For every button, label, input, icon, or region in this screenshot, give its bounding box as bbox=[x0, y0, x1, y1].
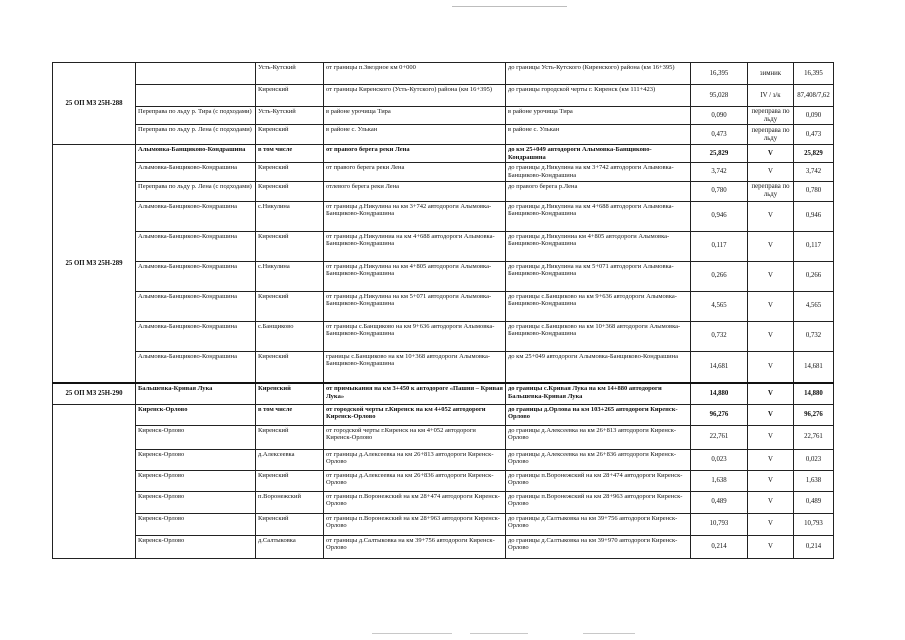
district-name: Киренский bbox=[256, 125, 324, 145]
district-name: с.Никулина bbox=[256, 261, 324, 291]
segment-from: от границы д.Алексеевка на км 26+813 автодороги Киренск-Орлово bbox=[324, 449, 506, 470]
road-category: V bbox=[748, 404, 794, 425]
segment-length: 3,742 bbox=[691, 163, 748, 181]
scan-artifact-line bbox=[470, 633, 528, 634]
total-length: 0,023 bbox=[794, 449, 834, 470]
road-name: Алымовка-Банщиково-Кондрашина bbox=[136, 163, 256, 181]
road-category: V bbox=[748, 491, 794, 513]
district-name: Киренский bbox=[256, 383, 324, 404]
road-name: Киренск-Орлово bbox=[136, 535, 256, 558]
table-row bbox=[53, 513, 834, 535]
district-name: д.Салтыковка bbox=[256, 535, 324, 558]
road-name bbox=[136, 63, 256, 85]
district-name: в том числе bbox=[256, 404, 324, 425]
road-category: V bbox=[748, 261, 794, 291]
total-length: 4,565 bbox=[794, 291, 834, 321]
table-row bbox=[53, 491, 834, 513]
table-row bbox=[53, 351, 834, 383]
segment-to: до границы д.Орлова на км 103+265 автодороги Киренск-Орлово bbox=[506, 404, 691, 425]
roads-table bbox=[52, 62, 834, 559]
district-name: Киренский bbox=[256, 470, 324, 491]
road-category: V bbox=[748, 513, 794, 535]
segment-to: до границы с.Банщиково на км 10+368 автодороги Алымовка-Банщиково-Кондрашина bbox=[506, 321, 691, 351]
segment-to: до границы д.Алексеевка на км 26+836 автодороги Киренск-Орлово bbox=[506, 449, 691, 470]
segment-to: до границы Усть-Кутского (Киренского) района (км 16+395) bbox=[506, 63, 691, 85]
road-category: V bbox=[748, 535, 794, 558]
road-category: IV / з/к bbox=[748, 85, 794, 107]
road-name: Алымовка-Банщиково-Кондрашина bbox=[136, 201, 256, 231]
total-length: 0,473 bbox=[794, 125, 834, 145]
district-name: с.Никулина bbox=[256, 201, 324, 231]
district-name: Киренский bbox=[256, 513, 324, 535]
segment-to: до границы п.Воронежский на км 28+474 автодороги Киренск-Орлово bbox=[506, 470, 691, 491]
segment-length: 0,780 bbox=[691, 181, 748, 201]
road-name: Киренск-Орлово bbox=[136, 470, 256, 491]
total-length: 0,117 bbox=[794, 231, 834, 261]
total-length: 14,880 bbox=[794, 383, 834, 404]
district-name: Киренский bbox=[256, 351, 324, 383]
total-length: 0,780 bbox=[794, 181, 834, 201]
segment-length: 0,214 bbox=[691, 535, 748, 558]
road-code: 25 ОП МЗ 25Н-288 bbox=[53, 63, 136, 145]
total-length: 87,408/7,62 bbox=[794, 85, 834, 107]
road-name bbox=[136, 85, 256, 107]
segment-to: до границы д.Салтыковка на км 39+970 автодороги Киренск-Орлово bbox=[506, 535, 691, 558]
road-category: V bbox=[748, 145, 794, 163]
segment-from: от границы д.Никулина на км 3+742 автодороги Алымовка-Банщиково-Кондрашина bbox=[324, 201, 506, 231]
segment-length: 0,266 bbox=[691, 261, 748, 291]
segment-length: 1,638 bbox=[691, 470, 748, 491]
empty-code-cell bbox=[53, 404, 136, 558]
road-name: Переправа по льду р. Лена (с подходами) bbox=[136, 181, 256, 201]
road-name: Переправа по льду р. Лена (с подходами) bbox=[136, 125, 256, 145]
road-name: Киренск-Орлово bbox=[136, 404, 256, 425]
road-name: Киренск-Орлово bbox=[136, 425, 256, 449]
scan-artifact-line bbox=[452, 6, 567, 7]
table-row bbox=[53, 383, 834, 404]
segment-to: в районе с. Улькан bbox=[506, 125, 691, 145]
scan-artifact-line bbox=[583, 633, 635, 634]
district-name: д.Алексеевка bbox=[256, 449, 324, 470]
district-name: Киренский bbox=[256, 291, 324, 321]
segment-from: от границы п.Воронежский на км 28+963 автодороги Киренск-Орлово bbox=[324, 513, 506, 535]
road-category: V bbox=[748, 231, 794, 261]
total-length: 0,946 bbox=[794, 201, 834, 231]
table-row bbox=[53, 231, 834, 261]
total-length: 0,266 bbox=[794, 261, 834, 291]
segment-to: до границы с.Банщиково на км 9+636 автодороги Алымовка-Банщиково-Кондрашина bbox=[506, 291, 691, 321]
segment-length: 4,565 bbox=[691, 291, 748, 321]
table-row bbox=[53, 404, 834, 425]
segment-to: до границы д.Алексеевка на км 26+813 автодороги Киренск-Орлово bbox=[506, 425, 691, 449]
table-row bbox=[53, 181, 834, 201]
segment-from: от правого берега реки Лена bbox=[324, 163, 506, 181]
segment-length: 0,732 bbox=[691, 321, 748, 351]
segment-length: 0,489 bbox=[691, 491, 748, 513]
segment-from: от границы Киренского (Усть-Кутского) района (км 16+395) bbox=[324, 85, 506, 107]
segment-length: 0,946 bbox=[691, 201, 748, 231]
segment-length: 0,090 bbox=[691, 107, 748, 125]
road-category: V bbox=[748, 201, 794, 231]
road-name: Алымовка-Банщиково-Кондрашина bbox=[136, 261, 256, 291]
road-category: V bbox=[748, 425, 794, 449]
total-length: 1,638 bbox=[794, 470, 834, 491]
table-row bbox=[53, 425, 834, 449]
table-row bbox=[53, 291, 834, 321]
segment-to: до границы д.Никулиниа км 4+805 автодороги Алымовка-Банщиково-Кондрашина bbox=[506, 231, 691, 261]
road-category: V bbox=[748, 449, 794, 470]
road-code: 25 ОП МЗ 25Н-290 bbox=[53, 383, 136, 404]
segment-from: от границы д.Алексеевка на км 26+836 автодороги Киренск-Орлово bbox=[324, 470, 506, 491]
segment-length: 14,880 bbox=[691, 383, 748, 404]
segment-to: до границы с.Кривая Лука на км 14+880 автодороги Бальшевка-Кривая Лука bbox=[506, 383, 691, 404]
table-row bbox=[53, 201, 834, 231]
table-row bbox=[53, 107, 834, 125]
segment-from: от границы д.Салтыковка на км 39+756 автодороги Киренск-Орлово bbox=[324, 535, 506, 558]
district-name: Киренский bbox=[256, 163, 324, 181]
total-length: 16,395 bbox=[794, 63, 834, 85]
total-length: 22,761 bbox=[794, 425, 834, 449]
road-name: Алымовка-Банщиково-Кондрашина bbox=[136, 291, 256, 321]
road-category: V bbox=[748, 291, 794, 321]
total-length: 3,742 bbox=[794, 163, 834, 181]
road-name: Алымовка-Банщиково-Кондрашина bbox=[136, 321, 256, 351]
district-name: Киренский bbox=[256, 231, 324, 261]
segment-length: 0,473 bbox=[691, 125, 748, 145]
segment-to: до км 25+049 автодороги Алымовка-Банщиково-Кондрашина bbox=[506, 145, 691, 163]
district-name: в том числе bbox=[256, 145, 324, 163]
total-length: 0,090 bbox=[794, 107, 834, 125]
road-name: Киренск-Орлово bbox=[136, 491, 256, 513]
total-length: 25,829 bbox=[794, 145, 834, 163]
segment-from: от правого берега реки Лена bbox=[324, 145, 506, 163]
segment-length: 22,761 bbox=[691, 425, 748, 449]
segment-from: от границы д.Никулиниа на км 4+688 автодороги Алымовка-Банщиково-Кондрашина bbox=[324, 231, 506, 261]
segment-from: в районе с. Улькан bbox=[324, 125, 506, 145]
segment-to: до правого берега р.Лена bbox=[506, 181, 691, 201]
district-name: Усть-Кутский bbox=[256, 107, 324, 125]
segment-length: 16,395 bbox=[691, 63, 748, 85]
road-category: V bbox=[748, 163, 794, 181]
segment-length: 10,793 bbox=[691, 513, 748, 535]
total-length: 96,276 bbox=[794, 404, 834, 425]
total-length: 0,214 bbox=[794, 535, 834, 558]
segment-from: от границы д.Никулина на км 5+071 автодороги Алымовка-Банщиково-Кондрашина bbox=[324, 291, 506, 321]
segment-length: 0,023 bbox=[691, 449, 748, 470]
road-name: Киренск-Орлово bbox=[136, 513, 256, 535]
segment-from: отлевого берега реки Лена bbox=[324, 181, 506, 201]
total-length: 14,681 bbox=[794, 351, 834, 383]
segment-from: в районе урочища Тира bbox=[324, 107, 506, 125]
district-name: Усть-Кутский bbox=[256, 63, 324, 85]
road-category: переправа по льду bbox=[748, 125, 794, 145]
segment-length: 96,276 bbox=[691, 404, 748, 425]
segment-to: до границы городской черты г. Киренск (км 111+423) bbox=[506, 85, 691, 107]
road-name: Киренск-Орлово bbox=[136, 449, 256, 470]
segment-to: до границы д.Никулина на км 4+688 автодороги Алымовка-Банщиково-Кондрашина bbox=[506, 201, 691, 231]
scan-artifact-line bbox=[372, 633, 452, 634]
district-name: Киренский bbox=[256, 85, 324, 107]
road-category: V bbox=[748, 351, 794, 383]
table-row bbox=[53, 535, 834, 558]
segment-length: 0,117 bbox=[691, 231, 748, 261]
total-length: 0,489 bbox=[794, 491, 834, 513]
road-category: зимник bbox=[748, 63, 794, 85]
segment-to: до км 25+049 автодороги Алымовка-Банщиково-Кондрашина bbox=[506, 351, 691, 383]
road-name: Переправа по льду р. Тира (с подходами) bbox=[136, 107, 256, 125]
table-row bbox=[53, 125, 834, 145]
segment-from: от границы с.Банщиково на км 9+636 автодороги Алымовка-Банщиково-Кондрашина bbox=[324, 321, 506, 351]
district-name: с.Банщиково bbox=[256, 321, 324, 351]
segment-length: 25,829 bbox=[691, 145, 748, 163]
road-code: 25 ОП МЗ 25Н-289 bbox=[53, 145, 136, 383]
district-name: Киренский bbox=[256, 181, 324, 201]
table-row bbox=[53, 261, 834, 291]
segment-from: от городской черты г.Киренск на км 4+052 автодороги Киренск-Орлово bbox=[324, 404, 506, 425]
segment-length: 95,028 bbox=[691, 85, 748, 107]
total-length: 0,732 bbox=[794, 321, 834, 351]
table-row bbox=[53, 449, 834, 470]
district-name: Киренский bbox=[256, 425, 324, 449]
segment-to: до границы д.Никулина на км 5+071 автодороги Алымовка-Банщиково-Кондрашина bbox=[506, 261, 691, 291]
segment-from: от примыкания на км 3+450 к автодороге «Пашня – Кривая Лука» bbox=[324, 383, 506, 404]
road-category: V bbox=[748, 383, 794, 404]
segment-from: от границы п.Воронежский на км 28+474 автодороги Киренск-Орлово bbox=[324, 491, 506, 513]
segment-to: в районе урочища Тира bbox=[506, 107, 691, 125]
segment-length: 14,681 bbox=[691, 351, 748, 383]
segment-to: до границы п.Воронежский на км 28+963 автодороги Киренск-Орлово bbox=[506, 491, 691, 513]
segment-to: до границы д.Никулина на км 3+742 автодороги Алымовка-Банщиково-Кондрашина bbox=[506, 163, 691, 181]
table-row bbox=[53, 321, 834, 351]
road-category: переправа по льду bbox=[748, 181, 794, 201]
road-name: Алымовка-Банщиково-Кондрашина bbox=[136, 231, 256, 261]
table-row bbox=[53, 85, 834, 107]
segment-from: от границы д.Никулина на км 4+805 автодороги Алымовка-Банщиково-Кондрашина bbox=[324, 261, 506, 291]
road-name: Алымовка-Банщиково-Кондрашина bbox=[136, 351, 256, 383]
road-category: V bbox=[748, 470, 794, 491]
road-category: V bbox=[748, 321, 794, 351]
table-row bbox=[53, 63, 834, 85]
road-name: Алымовка-Банщиково-Кондрашина bbox=[136, 145, 256, 163]
total-length: 10,793 bbox=[794, 513, 834, 535]
segment-from: от границы п.Звездное км 0+000 bbox=[324, 63, 506, 85]
segment-from: границы с.Банщиково на км 10+368 автодороги Алымовка-Банщиково-Кондрашина bbox=[324, 351, 506, 383]
segment-to: до границы д.Салтыковка на км 39+756 автодороги Киренск-Орлово bbox=[506, 513, 691, 535]
road-category: переправа по льду bbox=[748, 107, 794, 125]
table-row bbox=[53, 470, 834, 491]
district-name: п.Воронежский bbox=[256, 491, 324, 513]
segment-from: от городской черты г.Киренск на км 4+052 автодороги Киренск-Орлово bbox=[324, 425, 506, 449]
table-row bbox=[53, 163, 834, 181]
table-row bbox=[53, 145, 834, 163]
road-name: Бальшевка-Кривая Лука bbox=[136, 383, 256, 404]
